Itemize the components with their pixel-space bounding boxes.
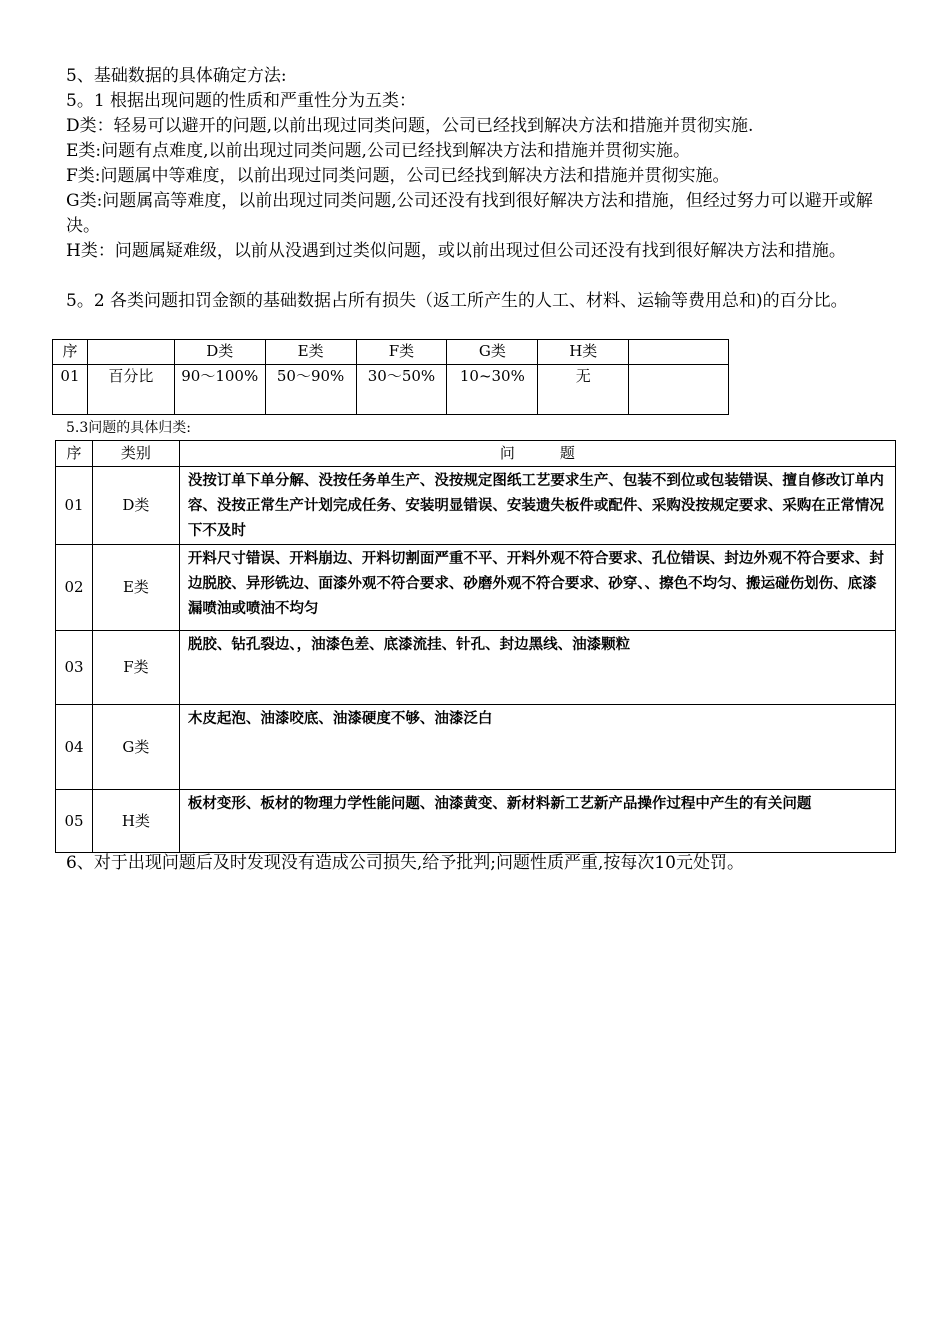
value-cell: 10~30% (447, 365, 538, 415)
issues-cell: 开料尺寸错误、开料崩边、开料切割面严重不平、开料外观不符合要求、孔位错误、封边外观不符合要求、封边脱胶、异形铣边、面漆外观不符合要求、砂磨外观不符合要求、砂穿、、擦色不均匀、搬运碰伤划伤、底漆漏喷油或喷油不均匀 (179, 545, 895, 631)
table-row (56, 705, 896, 790)
value-cell (629, 365, 729, 415)
class-d-description: D类：轻易可以避开的问题,以前出现过同类问题，公司已经找到解决方法和措施并贯彻实施. (66, 116, 754, 136)
section-5-2-heading: 5。2 各类问题扣罚金额的基础数据占所有损失（返工所产生的人工、材料、运输等费用总和)的百分比。 (66, 291, 848, 311)
class-f-description: F类:问题属中等难度，以前出现过同类问题，公司已经找到解决方法和措施并贯彻实施。 (66, 166, 730, 186)
table-row (56, 545, 896, 631)
section-5-3-caption: 5.3问题的具体归类: (66, 420, 191, 436)
table-header-row (53, 340, 729, 365)
value-cell: 无 (538, 365, 629, 415)
header-cell: 序 (53, 340, 88, 365)
table-row (56, 790, 896, 853)
value-cell: 50～90% (265, 365, 356, 415)
issues-cell: 板材变形、板材的物理力学性能问题、油漆黄变、新材料新工艺新产品操作过程中产生的有关问题 (179, 790, 895, 853)
row-number-cell: 02 (56, 545, 93, 631)
header-cell: 问 题 (179, 441, 895, 467)
category-table (55, 440, 896, 853)
issues-cell: 脱胶、钻孔裂边、，油漆色差、底漆流挂、针孔、封边黑线、油漆颗粒 (179, 631, 895, 705)
row-number-cell: 01 (56, 467, 93, 545)
row-number-cell: 01 (53, 365, 88, 415)
header-cell: D类 (174, 340, 265, 365)
table-row (53, 365, 729, 415)
category-cell: E类 (92, 545, 179, 631)
header-cell: G类 (447, 340, 538, 365)
header-cell: H类 (538, 340, 629, 365)
table-header-row (56, 441, 896, 467)
header-cell: 序 (56, 441, 93, 467)
category-cell: G类 (92, 705, 179, 790)
percentage-table (52, 339, 729, 415)
header-cell: F类 (356, 340, 447, 365)
class-h-description: H类：问题属疑难级，以前从没遇到过类似问题，或以前出现过但公司还没有找到很好解决方法和措施。 (66, 241, 846, 261)
header-cell: E类 (265, 340, 356, 365)
header-cell: 类别 (92, 441, 179, 467)
row-number-cell: 05 (56, 790, 93, 853)
issues-cell: 没按订单下单分解、没按任务单生产、没按规定图纸工艺要求生产、包装不到位或包装错误、擅自修改订单内容、没按正常生产计划完成任务、安装明显错误、安装遗失板件或配件、采购没按规定要求、采购在正常情况下不及时 (179, 467, 895, 545)
category-cell: H类 (92, 790, 179, 853)
row-number-cell: 03 (56, 631, 93, 705)
header-cell (87, 340, 174, 365)
category-cell: F类 (92, 631, 179, 705)
class-e-description: E类:问题有点难度,以前出现过同类问题,公司已经找到解决方法和措施并贯彻实施。 (66, 141, 690, 161)
row-label-cell: 百分比 (87, 365, 174, 415)
section-6-paragraph: 6、对于出现问题后及时发现没有造成公司损失,给予批判;问题性质严重,按每次10元处罚。 (66, 853, 744, 873)
value-cell: 30～50% (356, 365, 447, 415)
category-cell: D类 (92, 467, 179, 545)
section-5-heading: 5、基础数据的具体确定方法: (66, 66, 287, 86)
class-g-description: G类:问题属高等难度，以前出现过同类问题,公司还没有找到很好解决方法和措施，但经过努力可以避开或解决。 (66, 191, 873, 236)
value-cell: 90～100% (174, 365, 265, 415)
header-cell (629, 340, 729, 365)
row-number-cell: 04 (56, 705, 93, 790)
table-row (56, 631, 896, 705)
section-5-1-heading: 5。1 根据出现问题的性质和严重性分为五类： (66, 91, 417, 111)
table-row (56, 467, 896, 545)
issues-cell: 木皮起泡、油漆咬底、油漆硬度不够、油漆泛白 (179, 705, 895, 790)
